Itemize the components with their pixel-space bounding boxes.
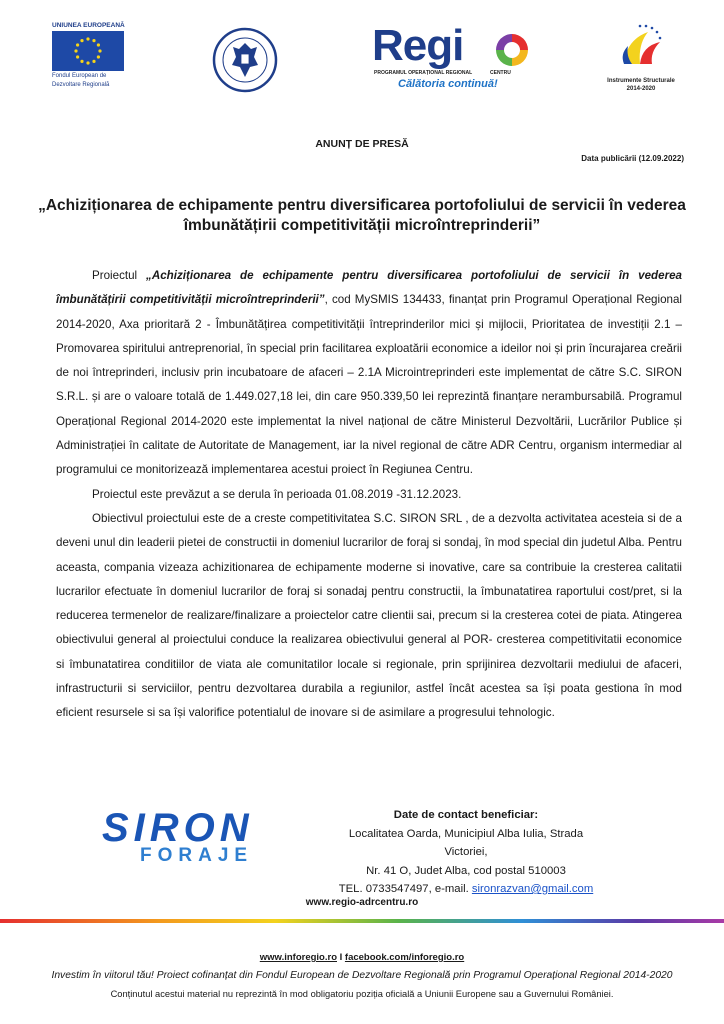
paragraph-project-name: „Achiziționarea de echipamente pentru diversificarea portofoliului de servicii în vederea îmbunătățirii competitivității microîntreprinderii” (56, 269, 682, 307)
structural-instruments-icon (604, 20, 678, 72)
eu-logo (52, 22, 132, 90)
paragraph-lead: Proiectul (92, 269, 147, 282)
eu-caption: UNIUNEA EUROPEANĂ (52, 22, 125, 29)
footer-links (0, 952, 724, 963)
contact-address-line1: Localitatea Oarda, Municipiul Alba Iulia, Strada Victoriei, (348, 827, 584, 858)
contact-heading: Date de contact beneficiar: (393, 809, 539, 821)
regio-o-icon (494, 32, 530, 68)
paragraph-project-description (56, 264, 682, 483)
paragraph-details: , cod MySMIS 134433, finanțat prin Programul Operațional Regional 2014-2020, Axa prioritară 2 - Îmbunătățirea competitivității întreprinderilor mici și mijlocii, Prioritatea de investiții 2.1 – Promovarea spiritului antreprenorial, în special prin facilitarea exploatării economice a ideilor noi și prin încurajarea creării de noi întreprinderi, inclusiv prin incubatoare de afaceri – 2.1A Microintreprinderi este implementat de către S.C. SIRON S.R.L. și are o valoare totală de 1.449.027,18 lei, din care 950.339,50 lei reprezintă finanțare nerambursabilă. Programul Operațional Regional 2014-2020 este implementat la nivel național de către Ministerul Dezvoltării, Lucrărilor Publice și Administrației în calitate de Autoritate de Management, iar la nivel regional de către ADR Centru, organism intermediar al programului ce monitorizează implementarea acestui proiect în Regiunea Centru. (56, 293, 683, 477)
project-title: „Achiziționarea de echipamente pentru diversificarea portofoliului de servicii în vederea îmbunătățirii competitivității microîntreprinderii” (38, 197, 686, 234)
publication-date: Data publicării (12.09.2022) (581, 154, 684, 163)
paragraph-period: Proiectul este prevăzut a se derula în perioada 01.08.2019 -31.12.2023. (92, 487, 462, 501)
siron-wordmark: SIRON (102, 806, 254, 850)
footer-cofinancing-note: Investim în viitorul tău! Proiect cofinanțat din Fondul European de Dezvoltare Regională prin Programul Operațional Regional 2014-2020 (51, 970, 673, 981)
regio-wordmark: Regi (372, 21, 464, 70)
press-release-heading: ANUNȚ DE PRESĂ (315, 138, 409, 150)
government-seal (212, 27, 278, 93)
regio-centru-website[interactable]: www.regio-adrcentru.ro (305, 897, 419, 908)
eu-fund-line2: Dezvoltare Regională (52, 82, 110, 88)
color-stripe-divider (0, 919, 724, 923)
regio-logo (372, 21, 542, 96)
inforegio-link[interactable]: www.inforegio.ro (259, 952, 337, 963)
facebook-link[interactable]: facebook.com/inforegio.ro (344, 952, 465, 963)
beneficiary-contact (330, 806, 602, 899)
footer-disclaimer: Conținutul acestui material nu reprezintă în mod obligatoriu poziția oficială a Uniunii Europene sau a Guvernului României. (110, 989, 614, 999)
regio-program-name: PROGRAMUL OPERAȚIONAL REGIONAL (374, 70, 473, 76)
contact-email-link[interactable]: sironrazvan@gmail.com (471, 883, 594, 895)
contact-phone: TEL. 0733547497, e-mail. (338, 883, 472, 895)
structural-instruments-period: 2014-2020 (626, 86, 656, 92)
siron-foraje-logo (100, 808, 310, 868)
contact-address-line2: Nr. 41 O, Judet Alba, cod postal 510003 (366, 864, 566, 877)
regio-region: CENTRU (490, 70, 511, 76)
structural-instruments-name: Instrumente Structurale (607, 78, 675, 84)
eu-fund-line1: Fondul European de (52, 73, 107, 79)
regio-tagline: Călătoria continuă! (398, 78, 498, 90)
contact-phone-email (330, 880, 602, 899)
eu-flag-icon (52, 31, 124, 71)
footer-separator: I (337, 952, 345, 963)
foraje-wordmark: FORAJE (140, 845, 254, 866)
paragraph-objective: Obiectivul proiectului este de a creste competitivitatea S.C. SIRON SRL , de a dezvolta activitatea acesteia si de a deveni unul din leaderii pietei de constructii in domeniul lucrarilor de foraj si sondaj, în mod special din judetul Alba. Pentru aceasta, compania vizeaza achizitionarea de echipamente moderne si inovative, care sa contribuie la cresterea calitatii lucrarilor efectuate în domeniul lucrarilor de foraj si sonadaj pentru constructii, la îmbunatatirea raportului cost/pret, si la reducerea termenelor de realizare/finalizare a proiectelor catre clientii sai, precum si la cresterea cotei de piata. Atingerea obiectivului general al proiectului conduce la realizarea obiectivului general al POR- cresterea competitivitatii economice si îmbunatatirea conditiilor de viata ale comunitatilor locale si regionale, prin sprijinirea dezvoltarii mediului de afaceri, infrastructurii si serviciilor, pentru dezvoltarea durabila a regiunilor, astfel încât acestea sa își poata gestiona în mod eficient resursele si sa își valorifice potentialul de inovare si de asimilare a progresului tehnologic. (56, 511, 682, 720)
press-release-body (56, 264, 682, 726)
structural-instruments-logo (604, 20, 678, 94)
